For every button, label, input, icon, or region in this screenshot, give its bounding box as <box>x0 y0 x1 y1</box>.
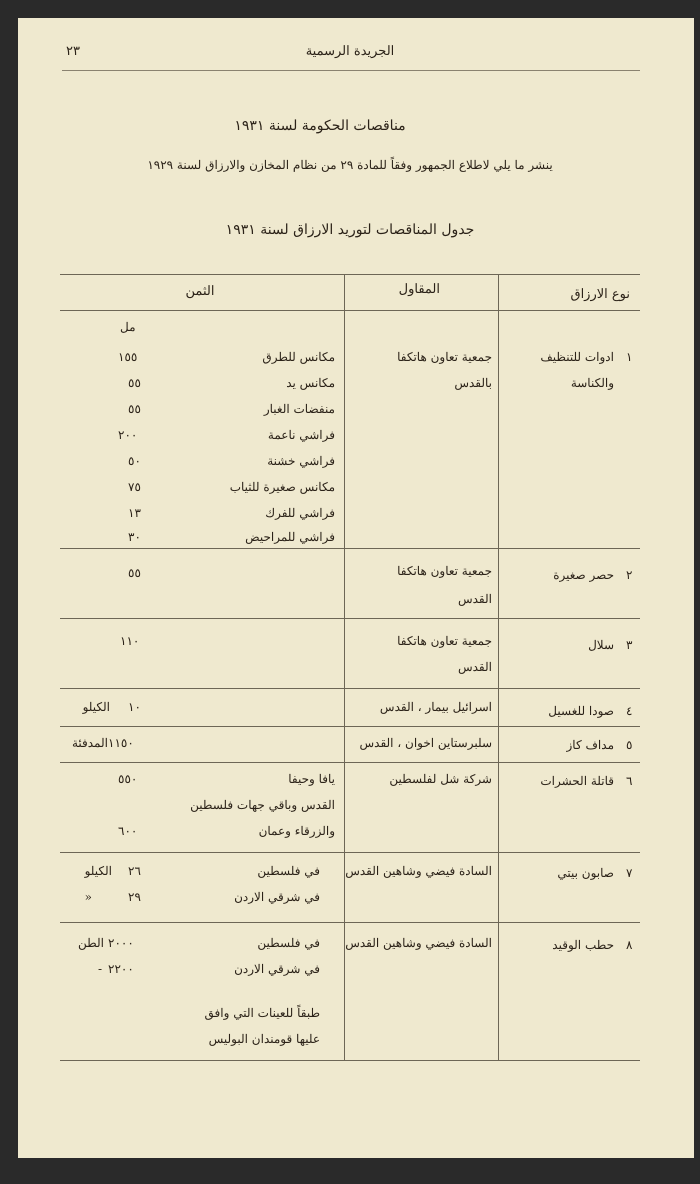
note-line: عليها قومندان البوليس <box>208 1032 320 1046</box>
row-rule-5 <box>60 762 640 763</box>
row-type-line: والكناسة <box>570 376 614 390</box>
item-price: ١٠ <box>128 700 141 714</box>
table-bottom-rule <box>60 1060 640 1061</box>
item-name: في شرقي الاردن <box>234 890 320 904</box>
item-name: مكانس صغيرة للثياب <box>229 480 335 494</box>
item-name: فراشي ناعمة <box>267 428 335 442</box>
item-name: والزرقاء وعمان <box>258 824 335 838</box>
header-rule <box>62 70 640 71</box>
item-price: ٢٦ <box>128 864 141 878</box>
row-type-line: صابون بيتي <box>557 866 614 880</box>
row-type-line: صودا للغسيل <box>548 704 614 718</box>
row-contractor-line: جمعية تعاون هاتكفا <box>397 564 492 578</box>
item-name: مكانس للطرق <box>262 350 335 364</box>
item-name: في فلسطين <box>257 864 320 878</box>
item-price: ٥٥٠ <box>118 772 138 786</box>
item-name: في فلسطين <box>257 936 320 950</box>
item-price: ٣٠ <box>128 530 141 544</box>
row-contractor-line: السادة فيضي وشاهين القدس <box>345 936 492 950</box>
row-contractor-line: شركة شل لفلسطين <box>389 772 492 786</box>
row-contractor-line: سلبرستاين اخوان ، القدس <box>359 736 492 750</box>
item-price: ١٥٥ <box>118 350 138 364</box>
column-header-contractor: المقاول <box>398 282 440 297</box>
row-type-line: حصر صغيرة <box>553 568 614 582</box>
gazette-page <box>18 18 694 1158</box>
table-title: جدول المناقصات لتوريد الارزاق لسنة ١٩٣١ <box>225 222 475 238</box>
item-price: ١٣ <box>128 506 141 520</box>
col-divider-contractor <box>498 274 499 1060</box>
item-price: ٥٥ <box>128 402 141 416</box>
item-price: ٢٠٠٠ <box>108 936 134 950</box>
item-price: ١١٥٠ <box>108 736 134 750</box>
row-type-line: ادوات للتنظيف <box>540 350 614 364</box>
price-unit: « <box>84 890 92 904</box>
header-bottom-rule <box>60 310 640 311</box>
item-name: القدس وباقي جهات فلسطين <box>190 798 335 812</box>
row-number: ١ <box>626 350 633 364</box>
item-name: فراشي للمراحيض <box>245 530 335 544</box>
price-unit: الطن <box>78 936 104 950</box>
row-type-line: سلال <box>588 638 614 652</box>
row-contractor-line: القدس <box>457 660 492 674</box>
row-type-line: حطب الوقيد <box>552 938 614 952</box>
item-name: فراشي للفرك <box>265 506 335 520</box>
item-price: ٢٢٠٠ <box>108 962 134 976</box>
row-contractor-line: اسرائيل بيمار ، القدس <box>379 700 492 714</box>
row-number: ٣ <box>626 638 633 652</box>
price-unit: المدفئة <box>71 736 108 750</box>
row-contractor-line: السادة فيضي وشاهين القدس <box>345 864 492 878</box>
row-rule-2 <box>60 618 640 619</box>
unit-mils: مل <box>120 320 136 334</box>
row-number: ٨ <box>626 938 633 952</box>
column-header-price: الثمن <box>185 284 215 299</box>
row-number: ٧ <box>626 866 633 880</box>
page-number: ٢٣ <box>66 44 80 59</box>
price-unit: الكيلو <box>82 700 110 714</box>
item-price: ٧٥ <box>128 480 141 494</box>
table-top-rule <box>60 274 640 275</box>
row-rule-7 <box>60 922 640 923</box>
item-price: ٥٥ <box>128 566 141 580</box>
row-contractor-line: بالقدس <box>454 376 492 390</box>
price-unit: - <box>97 962 102 976</box>
row-contractor-line: جمعية تعاون هاتكفا <box>397 350 492 364</box>
row-type-line: قاتلة الحشرات <box>540 774 614 788</box>
item-price: ٢٩ <box>128 890 141 904</box>
notice-intro: ينشر ما يلي لاطلاع الجمهور وفقاً للمادة ٢٩ من نظام المخازن والارزاق لسنة ١٩٢٩ <box>147 158 553 172</box>
row-rule-1 <box>60 548 640 549</box>
item-price: ٦٠٠ <box>118 824 138 838</box>
item-price: ٥٥ <box>128 376 141 390</box>
item-name: مكانس يد <box>286 376 335 390</box>
row-contractor-line: القدس <box>457 592 492 606</box>
item-price: ٢٠٠ <box>118 428 138 442</box>
item-name: فراشي خشنة <box>267 454 335 468</box>
notice-title: مناقصات الحكومة لسنة ١٩٣١ <box>234 118 406 134</box>
item-name: منفضات الغبار <box>263 402 335 416</box>
column-header-type: نوع الارزاق <box>570 287 630 302</box>
item-name: في شرقي الاردن <box>234 962 320 976</box>
price-unit: الكيلو <box>84 864 112 878</box>
row-number: ٢ <box>626 568 633 582</box>
item-price: ٥٠ <box>128 454 141 468</box>
row-number: ٦ <box>626 774 633 788</box>
row-number: ٥ <box>626 738 633 752</box>
item-name: يافا وحيفا <box>288 772 335 786</box>
row-contractor-line: جمعية تعاون هاتكفا <box>397 634 492 648</box>
note-line: طبقاً للعينات التي وافق <box>204 1006 320 1020</box>
row-rule-6 <box>60 852 640 853</box>
row-number: ٤ <box>626 704 633 718</box>
row-rule-3 <box>60 688 640 689</box>
gazette-title: الجريدة الرسمية <box>305 44 395 59</box>
row-rule-4 <box>60 726 640 727</box>
row-type-line: مداف كاز <box>566 738 614 752</box>
item-price: ١١٠ <box>120 634 140 648</box>
